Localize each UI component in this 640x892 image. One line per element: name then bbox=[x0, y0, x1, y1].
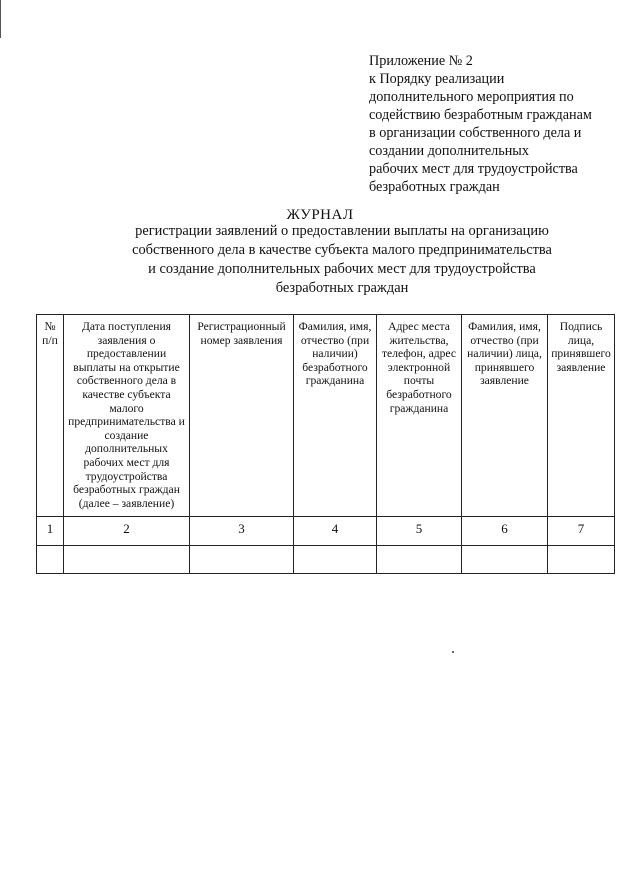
column-number: 3 bbox=[190, 517, 294, 546]
subtitle-line: и создание дополнительных рабочих мест для трудоустройства bbox=[148, 261, 536, 277]
subtitle-line: безработных граждан bbox=[275, 280, 409, 296]
journal-subtitle bbox=[60, 222, 624, 298]
appendix-line: содействию безработным гражданам bbox=[369, 107, 592, 123]
column-number-row bbox=[37, 517, 615, 546]
empty-cell bbox=[37, 546, 64, 574]
header-cell-receiver-name: Фамилия, имя, отчество (при наличии) лица, принявшего заявление bbox=[462, 315, 548, 517]
header-cell-number: № п/п bbox=[37, 315, 64, 517]
header-cell-reg-number: Регистрационный номер заявления bbox=[190, 315, 294, 517]
column-number: 4 bbox=[294, 517, 377, 546]
empty-cell bbox=[294, 546, 377, 574]
appendix-line: к Порядку реализации bbox=[369, 71, 505, 87]
column-number: 7 bbox=[548, 517, 615, 546]
appendix-line: дополнительного мероприятия по bbox=[369, 89, 574, 105]
table-header-row bbox=[37, 315, 615, 517]
empty-cell bbox=[190, 546, 294, 574]
empty-cell bbox=[548, 546, 615, 574]
appendix-line: Приложение № 2 bbox=[369, 53, 473, 69]
stray-dot bbox=[452, 651, 454, 653]
column-number: 5 bbox=[377, 517, 462, 546]
journal-title: ЖУРНАЛ bbox=[286, 207, 354, 223]
empty-cell bbox=[462, 546, 548, 574]
appendix-line: безработных граждан bbox=[369, 179, 500, 195]
header-cell-address: Адрес места жительства, телефон, адрес электронной почты безработного гражданина bbox=[377, 315, 462, 517]
header-cell-date: Дата поступления заявления о предоставлении выплаты на открытие собственного дела в качестве субъекта малого предпринимательства и создание дополнительных рабочих мест для трудоустройства безработных граждан (далее – заявление) bbox=[64, 315, 190, 517]
empty-cell bbox=[377, 546, 462, 574]
header-cell-signature: Подпись лица, принявшего заявление bbox=[548, 315, 615, 517]
column-number: 1 bbox=[37, 517, 64, 546]
page-edge-line bbox=[0, 0, 1, 38]
subtitle-line: собственного дела в качестве субъекта малого предпринимательства bbox=[132, 242, 552, 258]
appendix-block bbox=[369, 52, 629, 196]
registration-table bbox=[36, 314, 615, 574]
header-cell-applicant-name: Фамилия, имя, отчество (при наличии) безработного гражданина bbox=[294, 315, 377, 517]
appendix-line: в организации собственного дела и bbox=[369, 125, 582, 141]
empty-cell bbox=[64, 546, 190, 574]
column-number: 2 bbox=[64, 517, 190, 546]
appendix-line: рабочих мест для трудоустройства bbox=[369, 161, 578, 177]
column-number: 6 bbox=[462, 517, 548, 546]
subtitle-line: регистрации заявлений о предоставлении выплаты на организацию bbox=[135, 223, 549, 239]
empty-entry-row bbox=[37, 546, 615, 574]
appendix-line: создании дополнительных bbox=[369, 143, 529, 159]
